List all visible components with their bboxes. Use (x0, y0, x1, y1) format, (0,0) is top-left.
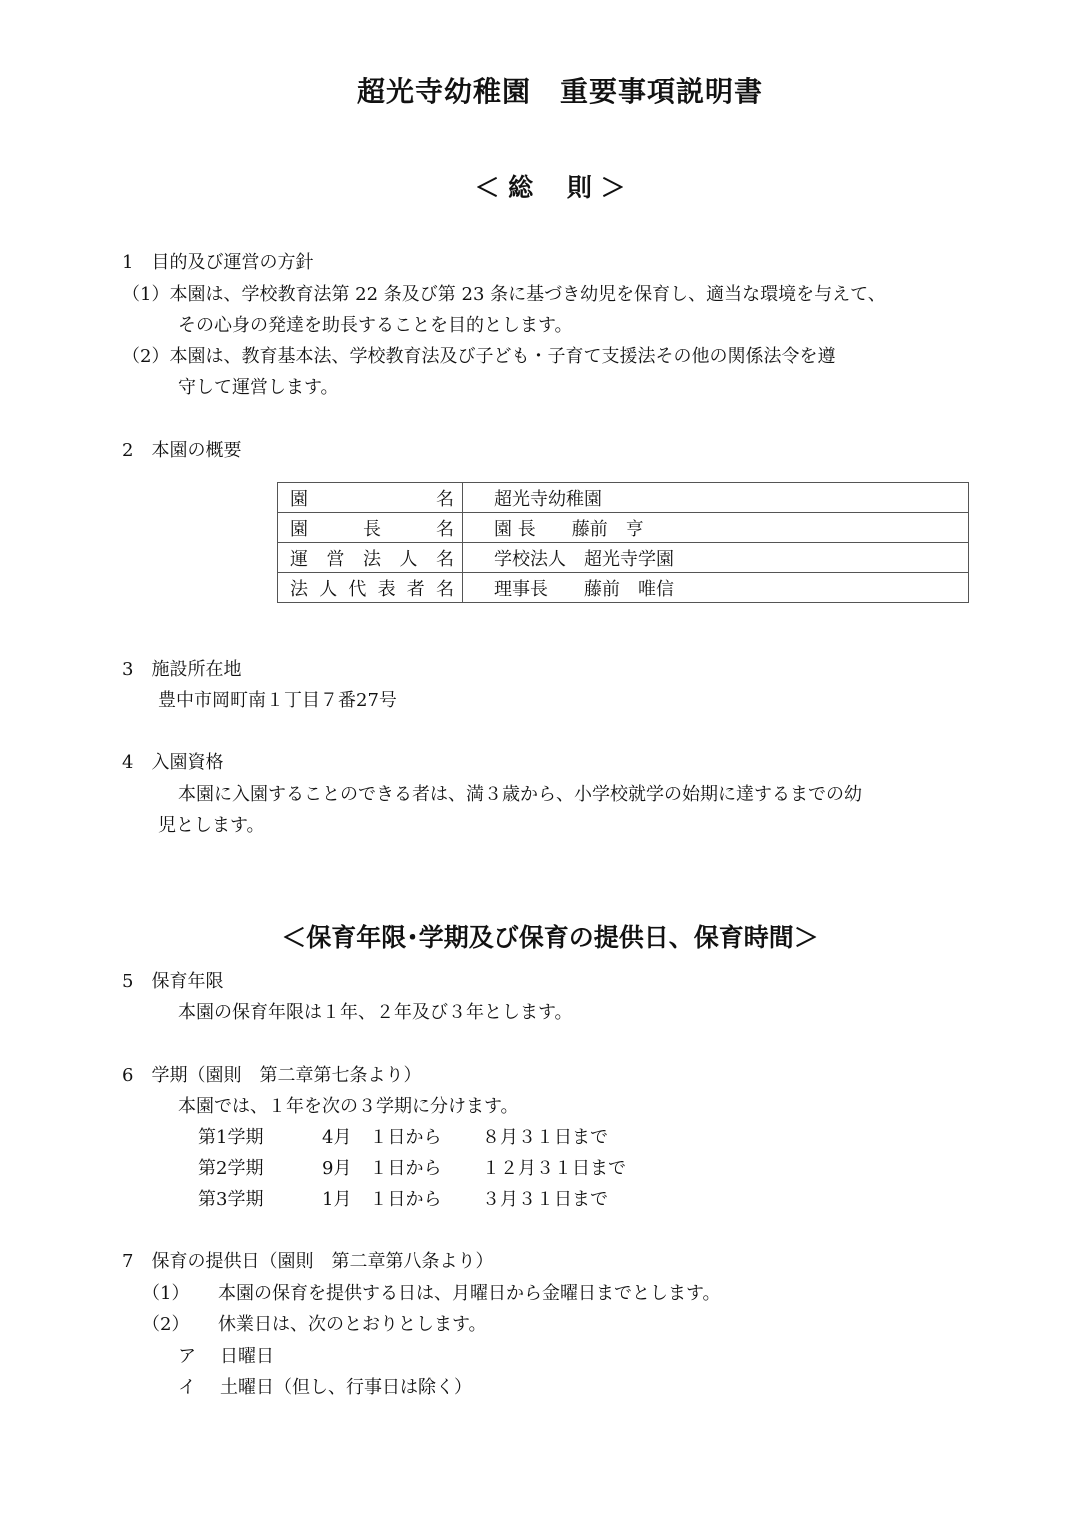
overview-label-char: 名 (436, 548, 454, 570)
purpose-p1-line1: （1）本園は、学校教育法第 22 条及び第 23 条に基づき幼児を保育し、適当な環境を与えて、 (122, 284, 886, 305)
years-text: 本園の保育年限は１年、２年及び３年とします。 (178, 1002, 573, 1023)
overview-label (278, 483, 463, 513)
days-p1-text: 本園の保育を提供する日は、月曜日から金曜日までとします。 (218, 1283, 721, 1304)
eligibility-line1: 本園に入園することのできる者は、満３歳から、小学校就学の始期に達するまでの幼 (178, 784, 862, 805)
years-heading: 5 保育年限 (122, 971, 224, 992)
term-end: ３月３１日まで (482, 1189, 608, 1210)
days-p2-text: 休業日は、次のとおりとします。 (218, 1314, 487, 1335)
overview-label-char: 名 (435, 578, 454, 600)
overview-heading: 2 本園の概要 (122, 440, 242, 461)
overview-label-char: 法 (290, 578, 308, 600)
overview-label (278, 573, 463, 603)
term-end: ８月３１日まで (482, 1127, 608, 1148)
terms-intro: 本園では、１年を次の３学期に分けます。 (178, 1096, 519, 1117)
overview-label-char: 名 (436, 488, 454, 510)
overview-row (278, 573, 969, 603)
terms-heading: 6 学期（園則 第二章第七条より） (122, 1065, 422, 1086)
purpose-heading: 1 目的及び運営の方針 (122, 252, 314, 273)
term-name: 第3学期 (198, 1189, 264, 1210)
eligibility-heading: 4 入園資格 (122, 752, 224, 773)
overview-label-char: 表 (377, 578, 396, 600)
days-heading: 7 保育の提供日（園則 第二章第八条より） (122, 1251, 494, 1272)
overview-label-char: 人 (319, 578, 338, 600)
overview-label-char: 法 (363, 548, 381, 570)
purpose-p1-line2: その心身の発達を助長することを目的とします。 (178, 315, 573, 336)
overview-label-char: 営 (326, 548, 345, 570)
location-address: 豊中市岡町南１丁目７番27号 (158, 690, 397, 711)
location-heading: 3 施設所在地 (122, 659, 242, 680)
overview-value: 学校法人 超光寺学園 (463, 543, 969, 573)
term-end: １２月３１日まで (482, 1158, 626, 1179)
purpose-p2-line2: 守して運営します。 (178, 377, 339, 398)
term-start: 4月 １日から (322, 1127, 442, 1148)
overview-label-char: 名 (436, 518, 454, 540)
overview-value: 超光寺幼稚園 (463, 483, 969, 513)
overview-label (278, 513, 463, 543)
days-p2-number: （2） (142, 1314, 190, 1335)
section-heading-general: ＜ 総 則 ＞ (474, 173, 626, 202)
days-p1-number: （1） (142, 1283, 190, 1304)
overview-label (278, 543, 463, 573)
overview-label-char: 園 (290, 488, 308, 510)
purpose-p2-line1: （2）本園は、教育基本法、学校教育法及び子ども・子育て支援法その他の関係法令を遵 (122, 346, 836, 367)
overview-row (278, 513, 969, 543)
eligibility-line2: 児とします。 (158, 815, 265, 836)
overview-label-char: 人 (399, 548, 418, 570)
overview-value: 園 長 藤前 亨 (463, 513, 969, 543)
overview-row (278, 543, 969, 573)
term-start: 1月 １日から (322, 1189, 442, 1210)
holiday-text: 土曜日（但し、行事日は除く） (220, 1377, 472, 1398)
section-heading-schedule: ＜保育年限･学期及び保育の提供日、保育時間＞ (281, 923, 819, 952)
overview-label-char: 運 (290, 548, 308, 570)
term-name: 第1学期 (198, 1127, 264, 1148)
holiday-text: 日曜日 (220, 1346, 274, 1367)
overview-value: 理事長 藤前 唯信 (463, 573, 969, 603)
holiday-mark: イ (178, 1377, 196, 1398)
overview-label-char: 者 (406, 578, 425, 600)
term-name: 第2学期 (198, 1158, 264, 1179)
overview-row (278, 483, 969, 513)
overview-label-char: 園 (290, 518, 308, 540)
overview-label-char: 代 (348, 578, 367, 600)
overview-label-char: 長 (363, 518, 381, 540)
term-start: 9月 １日から (322, 1158, 442, 1179)
overview-table (277, 482, 969, 603)
holiday-mark: ア (178, 1346, 196, 1367)
document-title: 超光寺幼稚園 重要事項説明書 (356, 75, 763, 108)
